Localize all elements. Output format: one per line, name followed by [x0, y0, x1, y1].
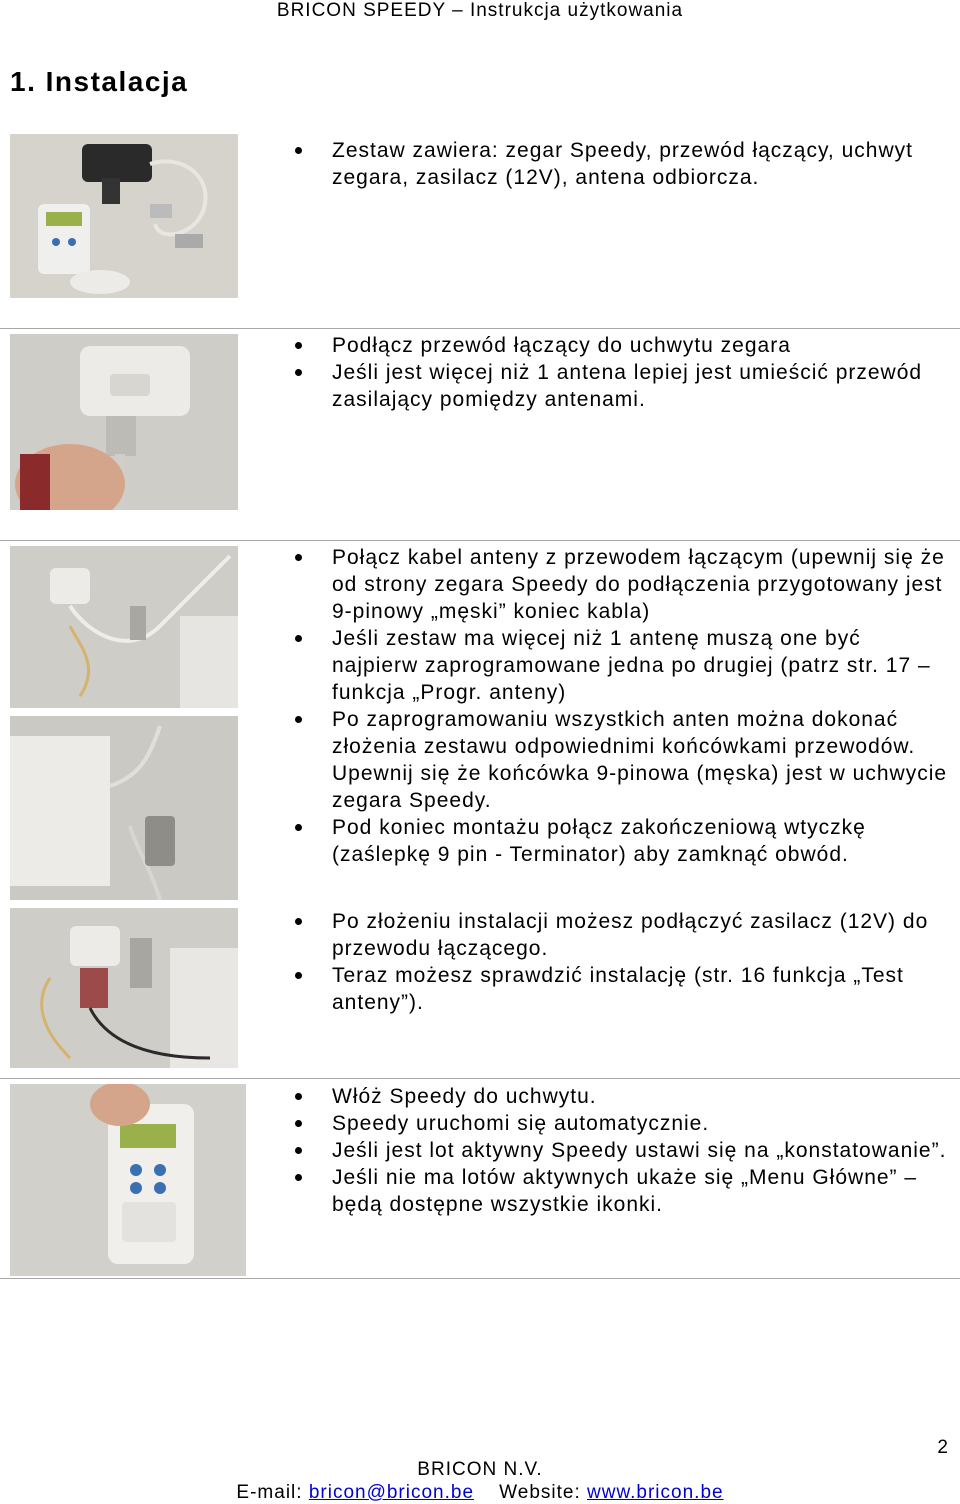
bullet-item: Włóż Speedy do uchwytu.: [332, 1083, 952, 1110]
email-label: E-mail:: [236, 1482, 303, 1503]
assembled-set-illustration: [10, 908, 238, 1068]
bullet-item: Speedy uruchomi się automatycznie.: [332, 1110, 952, 1137]
assembled-set-photo: [10, 908, 238, 1068]
bullet-item: Jeśli nie ma lotów aktywnych ukaże się „Menu Główne” – będą dostępne wszystkie ikonki.: [332, 1164, 952, 1218]
website-link[interactable]: www.bricon.be: [587, 1482, 724, 1503]
bullet-item: Po zaprogramowaniu wszystkich anten można dokonać złożenia zestawu odpowiednimi końcówkami przewodów. Upewnij się że końcówka 9-pinowa (męska) jest w uchwycie zegara Speedy.: [332, 706, 952, 814]
bullet-item: Pod koniec montażu połącz zakończeniową wtyczkę (zaślepkę 9 pin - Terminator) aby zamknąć obwód.: [332, 814, 952, 868]
website-label: Website:: [499, 1482, 581, 1503]
footer-company: BRICON N.V.: [417, 1459, 543, 1480]
speedy-in-holder-illustration: [10, 1084, 246, 1276]
holder-connection-illustration: [10, 334, 238, 510]
speedy-in-holder-photo: [10, 1084, 246, 1276]
bullet-item: Jeśli zestaw ma więcej niż 1 antenę muszą one być najpierw zaprogramowane jedna po drugiej (patrz str. 17 – funkcja „Progr. anteny): [332, 625, 952, 706]
step-3-bullets: [332, 544, 952, 868]
section-title: 1. Instalacja: [10, 66, 189, 97]
step-2-bullets: [332, 332, 952, 413]
step-4-bullets: [332, 1083, 952, 1218]
footer-contact: [0, 1482, 960, 1504]
bullet-item: Zestaw zawiera: zegar Speedy, przewód łączący, uchwyt zegara, zasilacz (12V), antena odbiorcza.: [332, 137, 952, 191]
holder-connection-photo: [10, 334, 238, 510]
bullet-item: Po złożeniu instalacji możesz podłączyć zasilacz (12V) do przewodu łączącego.: [332, 908, 952, 962]
kit-contents-photo: [10, 134, 238, 298]
page-header: BRICON SPEEDY – Instrukcja użytkowania: [276, 0, 684, 21]
kit-contents-illustration: [10, 134, 238, 298]
page-number: 2: [937, 1437, 948, 1458]
antenna-cable-illustration: [10, 546, 238, 708]
bullet-item: Połącz kabel anteny z przewodem łączącym (upewnij się że od strony zegara Speedy do podłączenia przygotowany jest 9-pinowy „męski” koniec kabla): [332, 544, 952, 625]
email-link[interactable]: bricon@bricon.be: [308, 1482, 475, 1503]
antenna-cable-photo: [10, 546, 238, 708]
antenna-box-illustration: [10, 716, 238, 900]
antenna-box-photo: [10, 716, 238, 900]
step-1-bullets: [332, 137, 952, 191]
bullet-item: Jeśli jest lot aktywny Speedy ustawi się na „konstatowanie”.: [332, 1137, 952, 1164]
bullet-item: Jeśli jest więcej niż 1 antena lepiej jest umieścić przewód zasilający pomiędzy antenami.: [332, 359, 952, 413]
step-3b-bullets: [332, 908, 952, 1016]
bullet-item: Podłącz przewód łączący do uchwytu zegara: [332, 332, 952, 359]
bullet-item: Teraz możesz sprawdzić instalację (str. 16 funkcja „Test anteny”).: [332, 962, 952, 1016]
